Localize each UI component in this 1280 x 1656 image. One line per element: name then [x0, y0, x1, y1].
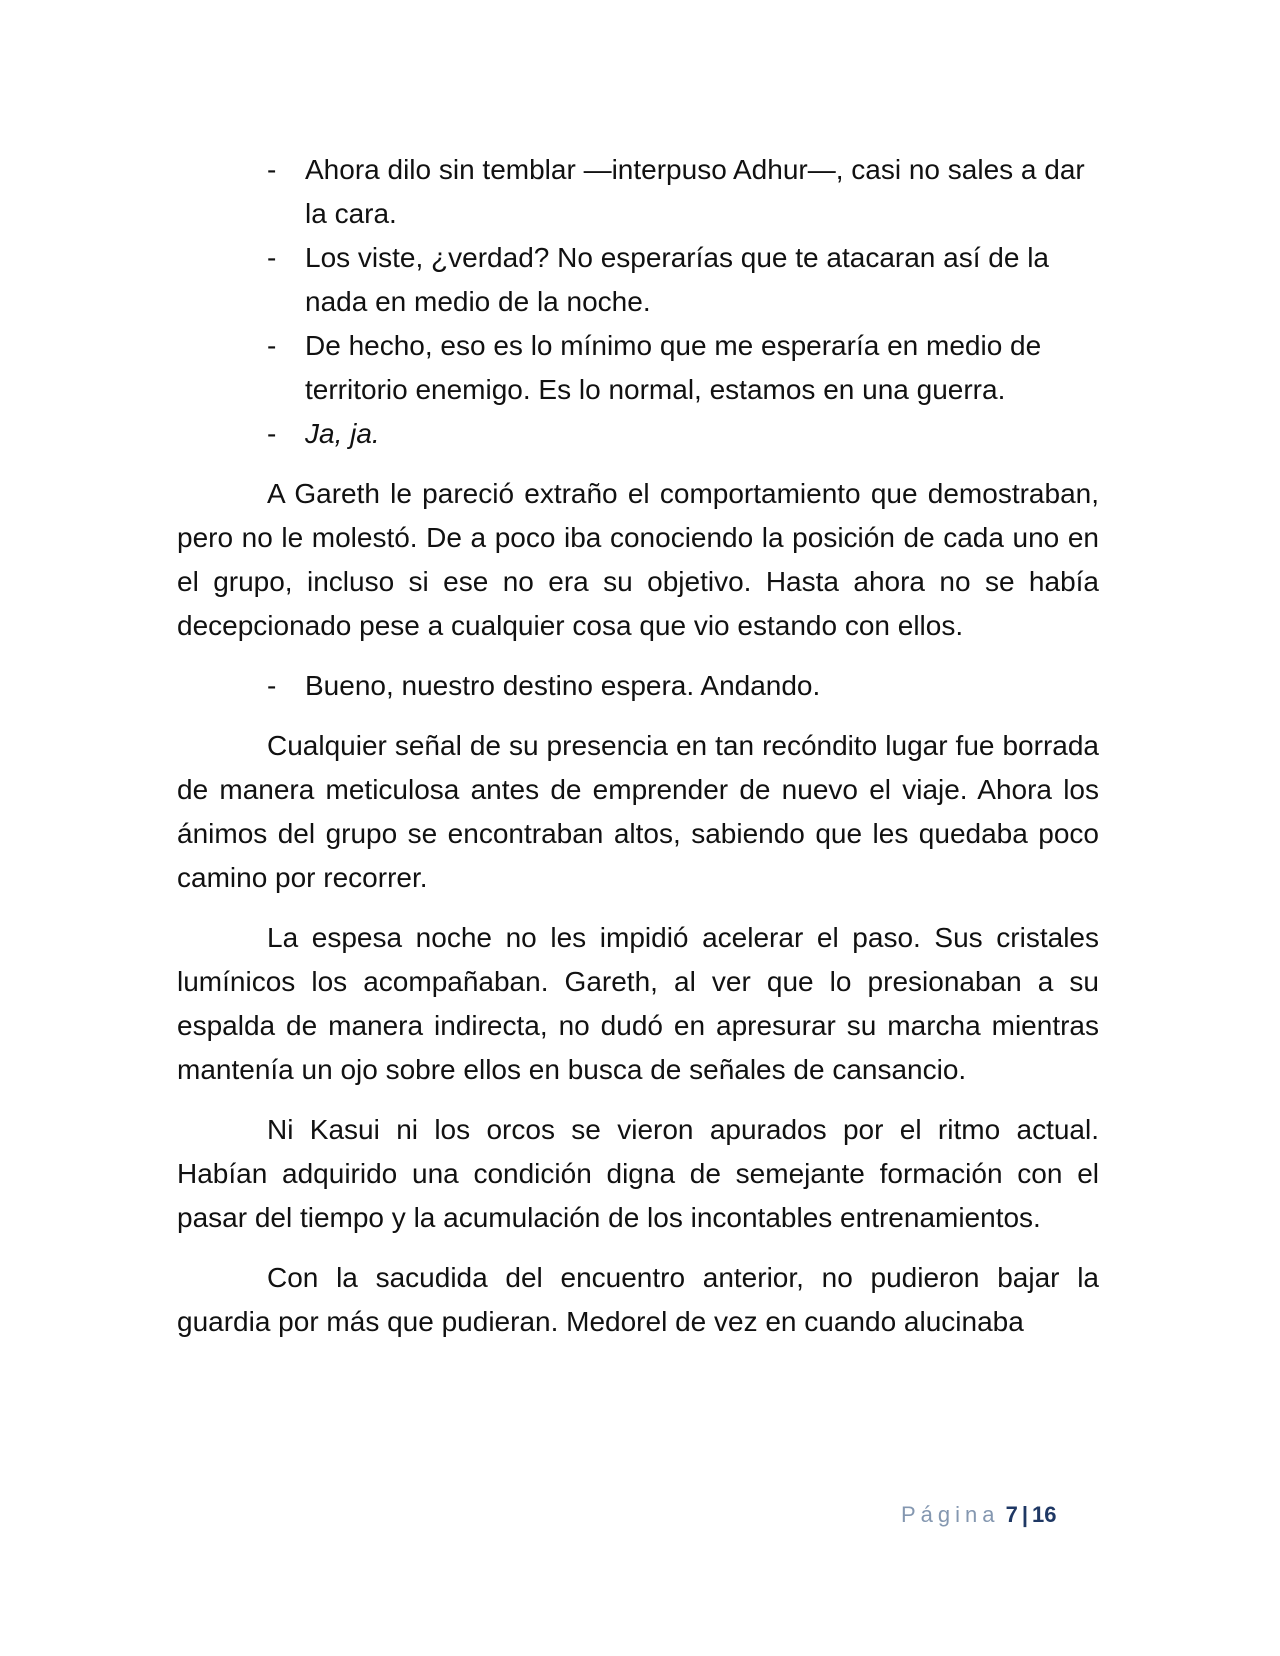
- paragraph: Con la sacudida del encuentro anterior, no pudieron bajar la guardia por más que pudieran. Medorel de vez en cuando alucinaba: [177, 1262, 1099, 1337]
- body-text: [177, 148, 1099, 1360]
- page-separator: |: [1021, 1502, 1029, 1527]
- dialogue-text: Bueno, nuestro destino espera. Andando.: [305, 670, 821, 701]
- dialogue-list-1: [177, 148, 1099, 456]
- dialogue-list-2: [177, 664, 1099, 708]
- dialogue-line: [177, 412, 1099, 456]
- dialogue-line: [177, 236, 1099, 324]
- paragraph: A Gareth le pareció extraño el comportamiento que demostraban, pero no le molestó. De a poco iba conociendo la posición de cada uno en el grupo, incluso si ese no era su objetivo. Hasta ahora no se había decepcionado pese a cualquier cosa que vio estando con ellos.: [177, 478, 1099, 641]
- dialogue-dash: -: [267, 418, 277, 449]
- paragraph: Cualquier señal de su presencia en tan recóndito lugar fue borrada de manera meticulosa antes de emprender de nuevo el viaje. Ahora los ánimos del grupo se encontraban altos, sabiendo que les quedaba poco camino por recorrer.: [177, 730, 1099, 893]
- page-number-footer: [901, 1500, 1057, 1530]
- dialogue-dash: -: [267, 670, 277, 701]
- dialogue-line: [177, 148, 1099, 236]
- dialogue-line: [177, 324, 1099, 412]
- dialogue-dash: -: [267, 330, 277, 361]
- page-label: Página: [901, 1502, 1000, 1527]
- paragraph: La espesa noche no les impidió acelerar el paso. Sus cristales lumínicos los acompañaban. Gareth, al ver que lo presionaban a su espalda de manera indirecta, no dudó en apresurar su marcha mientras mantenía un ojo sobre ellos en busca de señales de cansancio.: [177, 922, 1099, 1085]
- dialogue-text: Los viste, ¿verdad? No esperarías que te atacaran así de la nada en medio de la noche.: [305, 242, 1049, 317]
- dialogue-dash: -: [267, 154, 277, 185]
- paragraph: Ni Kasui ni los orcos se vieron apurados por el ritmo actual. Habían adquirido una condición digna de semejante formación con el pasar del tiempo y la acumulación de los incontables entrenamientos.: [177, 1114, 1099, 1233]
- dialogue-text: Ja, ja.: [305, 418, 380, 449]
- total-pages: 16: [1032, 1502, 1057, 1527]
- current-page-number: 7: [1005, 1502, 1018, 1527]
- dialogue-text: De hecho, eso es lo mínimo que me esperaría en medio de territorio enemigo. Es lo normal, estamos en una guerra.: [305, 330, 1042, 405]
- dialogue-dash: -: [267, 242, 277, 273]
- dialogue-text: Ahora dilo sin temblar —interpuso Adhur—, casi no sales a dar la cara.: [305, 154, 1085, 229]
- dialogue-line: [177, 664, 1099, 708]
